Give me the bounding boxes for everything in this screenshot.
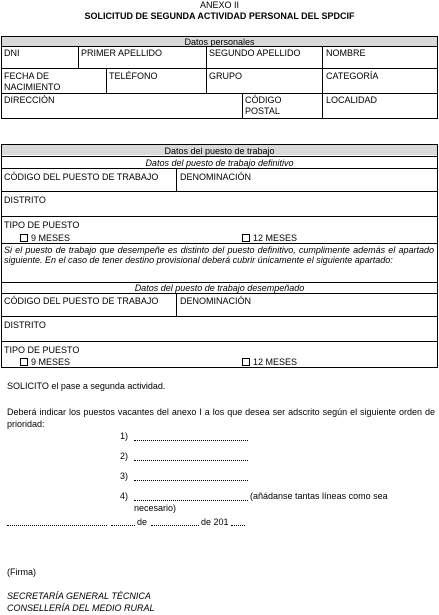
priority-number-1: 1) [120,431,129,441]
distrito-label-2: DISTRITO [4,320,46,330]
tipo-puesto-label: TIPO DE PUESTO [4,220,80,230]
direccion-label: DIRECCIÓN [4,95,55,105]
priority-number-3: 3) [120,471,129,481]
distrito-label: DISTRITO [4,195,46,205]
codigo-postal-label-2: POSTAL [245,106,280,116]
checkbox-icon [242,234,250,242]
performed-job-heading: Datos del puesto de trabajo desempeñado [134,283,305,293]
denominacion-label-2: DENOMINACIÓN [180,296,252,306]
localidad-label: LOCALIDAD [326,95,378,105]
recipient-line-2: CONSELLERÍA DEL MEDIO RURAL [7,603,155,613]
option-9-meses[interactable] [20,233,70,243]
annex-label: ANEXO II [199,0,239,10]
codigo-puesto-label-2: CÓDIGO DEL PUESTO DE TRABAJO [4,296,159,306]
segundo-apellido-label: SEGUNDO APELLIDO [209,48,301,58]
priority-number-4: 4) [120,491,129,501]
personal-data-heading: Datos personales [184,37,255,47]
de-text-2: de 201 [201,517,229,527]
checkbox-icon [20,234,28,242]
checkbox-icon [242,358,250,366]
dni-label: DNI [4,48,20,58]
signature-label: (Firma) [7,567,36,577]
denominacion-label: DENOMINACIÓN [180,172,252,182]
instruction-text: Deberá indicar los puestos vacantes del anexo I a los que desea ser adscrito según el siguiente orden de prioridad: [7,407,435,429]
month-line[interactable] [151,525,199,526]
option-9-label: 9 MESES [31,233,71,243]
codigo-postal-label-1: CÓDIGO [245,95,282,105]
option-12-meses[interactable] [242,233,297,243]
option-12-label-2: 12 MESES [253,357,298,367]
option-12-label: 12 MESES [253,233,298,243]
priority-line-2[interactable] [134,460,248,461]
fecha-label-2: NACIMIENTO [4,82,61,92]
categoria-label: CATEGORÍA [326,71,379,81]
nombre-label: NOMBRE [326,48,366,58]
checkbox-icon [20,358,28,366]
de-text-1: de [137,517,148,527]
telefono-label: TELÉFONO [109,71,158,81]
form-title: SOLICITUD DE SEGUNDA ACTIVIDAD PERSONAL DEL SPDCIF [84,11,355,21]
job-note: Si el puesto de trabajo que desempeñe es distinto del puesto definitivo, cumplimente además el apartado siguiente. En el caso de tener destino provisional deberá cubrir únicamente el siguiente apartado: [4,245,434,265]
priority-line-3[interactable] [134,480,248,481]
grupo-label: GRUPO [209,71,243,81]
tipo-puesto-label-2: TIPO DE PUESTO [4,345,80,355]
extra-lines-note: (añádanse tantas líneas como sea [250,491,388,501]
recipient-line-1: SECRETARÍA GENERAL TÉCNICA [7,591,151,601]
codigo-puesto-label: CÓDIGO DEL PUESTO DE TRABAJO [4,172,159,182]
option-12-meses-2[interactable] [242,357,297,367]
definitive-job-heading: Datos del puesto de trabajo definitivo [145,158,294,168]
extra-lines-note-2: necesario) [134,503,177,513]
priority-number-2: 2) [120,451,129,461]
year-line[interactable] [231,525,245,526]
solicito-text: SOLICITO el pase a segunda actividad. [7,381,166,391]
priority-line-1[interactable] [134,440,248,441]
job-data-heading: Datos del puesto de trabajo [164,146,275,156]
priority-line-4[interactable] [134,500,248,501]
option-9-meses-2[interactable] [20,357,70,367]
option-9-label-2: 9 MESES [31,357,71,367]
primer-apellido-label: PRIMER APELLIDO [81,48,163,58]
day-line[interactable] [111,525,135,526]
place-line[interactable] [7,525,107,526]
fecha-label-1: FECHA DE [4,71,50,81]
